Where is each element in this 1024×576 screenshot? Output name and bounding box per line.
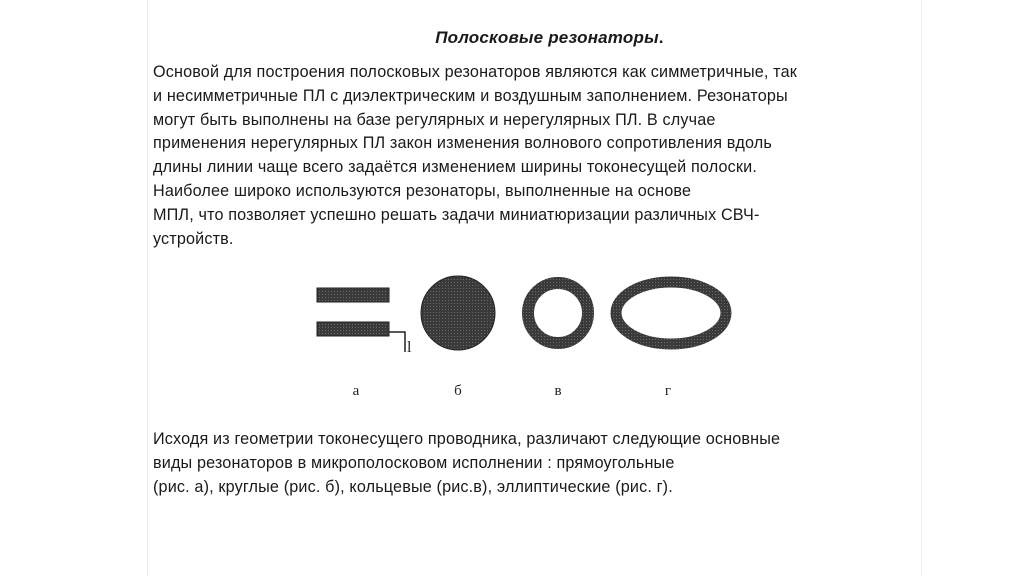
figure-label-a: а xyxy=(352,383,360,399)
slide-page xyxy=(147,0,922,576)
rectangular-resonator xyxy=(317,288,412,356)
page-title xyxy=(148,28,921,48)
elliptical-resonator xyxy=(616,282,726,344)
paragraph-line: Наиболее широко используются резонаторы, выполненные на основе xyxy=(153,181,692,200)
strip-top xyxy=(317,288,389,302)
paragraph-line: устройств. xyxy=(153,229,234,248)
circular-resonator xyxy=(421,276,495,350)
title-text: Полосковые резонаторы xyxy=(435,28,659,47)
paragraph-line: и несимметричные ПЛ с диэлектрическим и воздушным заполнением. Резонаторы xyxy=(153,86,788,105)
resonator-shapes xyxy=(313,270,773,380)
paragraph-line: (рис. а), круглые (рис. б), кольцевые (рис.в), эллиптические (рис. г). xyxy=(153,477,673,496)
paragraph-line: длины линии чаще всего задаётся изменением ширины токонесущей полоски. xyxy=(153,158,757,177)
paragraph-line: Основой для построения полосковых резонаторов являются как симметричные, так xyxy=(153,63,797,81)
paragraph-line: могут быть выполнены на базе регулярных и нерегулярных ПЛ. В случае xyxy=(153,110,716,129)
length-marker: l xyxy=(407,339,412,356)
figure-label-g: г xyxy=(664,383,672,399)
strip-bottom xyxy=(317,322,389,336)
paragraph-line: Исходя из геометрии токонесущего проводника, различают следующие основные xyxy=(153,430,781,448)
types-paragraph xyxy=(153,428,913,499)
figure-label-b: б xyxy=(454,383,462,399)
figure-label-v: в xyxy=(554,383,562,399)
ring-resonator xyxy=(528,283,588,343)
paragraph-line: виды резонаторов в микрополосковом исполнении : прямоугольные xyxy=(153,453,675,472)
length-bracket xyxy=(389,332,405,352)
paragraph-line: МПЛ, что позволяет успешно решать задачи миниатюризации различных СВЧ- xyxy=(153,205,760,224)
title-dot: . xyxy=(658,28,664,47)
resonator-figure xyxy=(313,270,773,400)
paragraph-line: применения нерегулярных ПЛ закон изменения волнового сопротивления вдоль xyxy=(153,134,772,153)
intro-paragraph xyxy=(153,61,913,251)
